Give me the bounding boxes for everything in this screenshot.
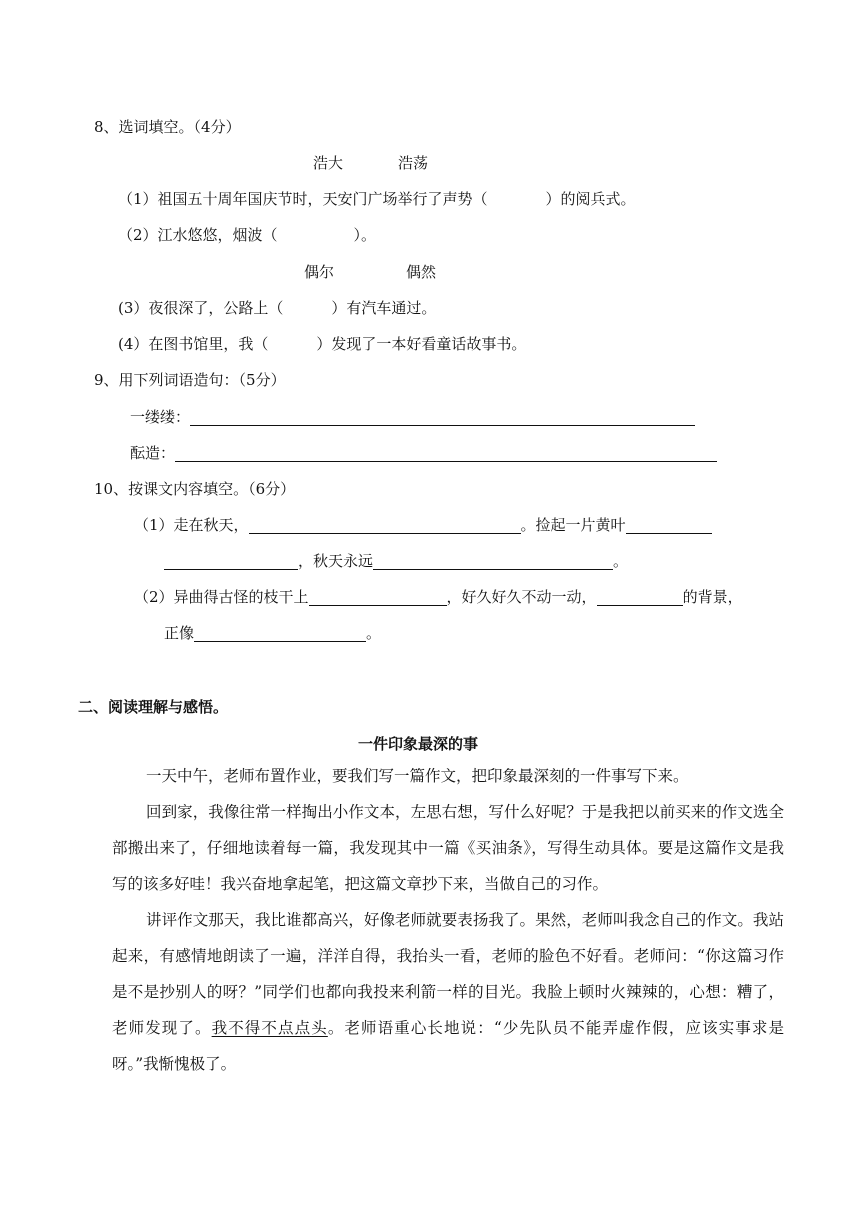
q10-blank-4[interactable] [373,553,613,570]
q9-line-1 [130,407,695,427]
q10-l2-text-a: ，秋天永远 [298,552,374,570]
word-choice-1a: 浩大 [313,154,344,172]
p3-text-a: 讲评作文那天，我比谁都高兴，好像老师就要表扬我了。果然，老师叫我念自己的作文。我站起来，有感情地朗读了一遍，洋洋自得，我抬头一看，老师的脸色不好看。老师问：“你这篇习作是不是抄别人的呀？”同学们也都向我投来利箭一样的目光。我脸上顿时火辣辣的，心想：糟了，老师发现了。 [112,911,784,1037]
q10-line-2 [164,551,628,571]
passage-paragraph-3 [112,902,784,1082]
word-choice-2a: 偶尔 [304,263,335,281]
q10-line-3 [134,587,743,607]
q10-line-1 [134,515,712,535]
q9-blank-1[interactable] [190,409,695,426]
q9-line-2 [130,443,717,463]
q9-word-1: 一缕缕： [130,408,191,426]
q8-s1-text-a: （1）祖国五十周年国庆节时，天安门广场举行了声势（ [118,190,488,208]
p3-text-b: 。老师语重心长地说：“少先队员不能弄虚作假，应该实事求是呀。”我惭愧极了。 [112,1019,784,1073]
q8-s4-text-b: ）发现了一本好看童话故事书。 [316,335,527,353]
q10-l4-text-b: 。 [366,624,382,642]
q10-l1-text-b: 。捡起一片黄叶 [520,516,626,534]
q10-blank-6[interactable] [597,589,683,606]
q10-l2-text-b: 。 [613,552,629,570]
q8-sentence-3 [118,298,436,318]
q10-l1-text-a: （1）走在秋天， [134,516,249,534]
q8-s1-text-b: ）的阅兵式。 [545,190,636,208]
p3-underlined-sentence: 我不得不点点头 [211,1019,328,1037]
q9-word-2: 酝造： [130,444,176,462]
q8-s3-text-b: ）有汽车通过。 [331,299,437,317]
q10-blank-1[interactable] [249,517,521,534]
p2-text: 回到家，我像往常一样掏出小作文本，左思右想，写什么好呢？于是我把以前买来的作文选全部搬出来了，仔细地读着每一篇，我发现其中一篇《买油条》，写得生动具体。要是这篇作文是我写的该多好哇！我兴奋地拿起笔，把这篇文章抄下来，当做自己的习作。 [112,803,784,893]
passage-paragraph-2 [112,794,784,902]
q10-blank-3[interactable] [164,553,298,570]
q8-s2-text-b: ）。 [353,226,377,244]
q8-s2-text-a: （2）江水悠悠，烟波（ [118,226,278,244]
passage-paragraph-1 [112,758,784,794]
q8-sentence-1 [118,189,636,209]
q10-blank-2[interactable] [626,517,712,534]
q10-blank-7[interactable] [194,625,366,642]
q10-l3-text-b: ，好久好久不动一动， [446,588,597,606]
q10-l3-text-a: （2）异曲得古怪的枝干上 [134,588,309,606]
word-choice-1b: 浩荡 [398,154,429,172]
q8-title: 8、选词填空。（4分） [94,118,241,136]
p1-text: 一天中午，老师布置作业，要我们写一篇作文，把印象最深刻的一件事写下来。 [146,767,689,785]
q8-sentence-2 [118,225,376,245]
q10-blank-5[interactable] [309,589,447,606]
q10-title: 10、按课文内容填空。（6分） [94,480,296,498]
q8-sentence-4 [118,334,526,354]
passage-title: 一件印象最深的事 [358,735,479,753]
q9-blank-2[interactable] [175,445,717,462]
section-heading: 二、阅读理解与感悟。 [78,698,229,716]
q8-s3-text-a: (3）夜很深了，公路上（ [118,299,284,317]
q9-title: 9、用下列词语造句：（5分） [94,371,286,389]
q10-l4-text-a: 正像 [164,624,195,642]
q10-line-4 [164,623,381,643]
word-choice-2b: 偶然 [406,263,437,281]
q8-s4-text-a: (4）在图书馆里，我（ [118,335,269,353]
q10-l3-text-c: 的背景， [682,588,743,606]
